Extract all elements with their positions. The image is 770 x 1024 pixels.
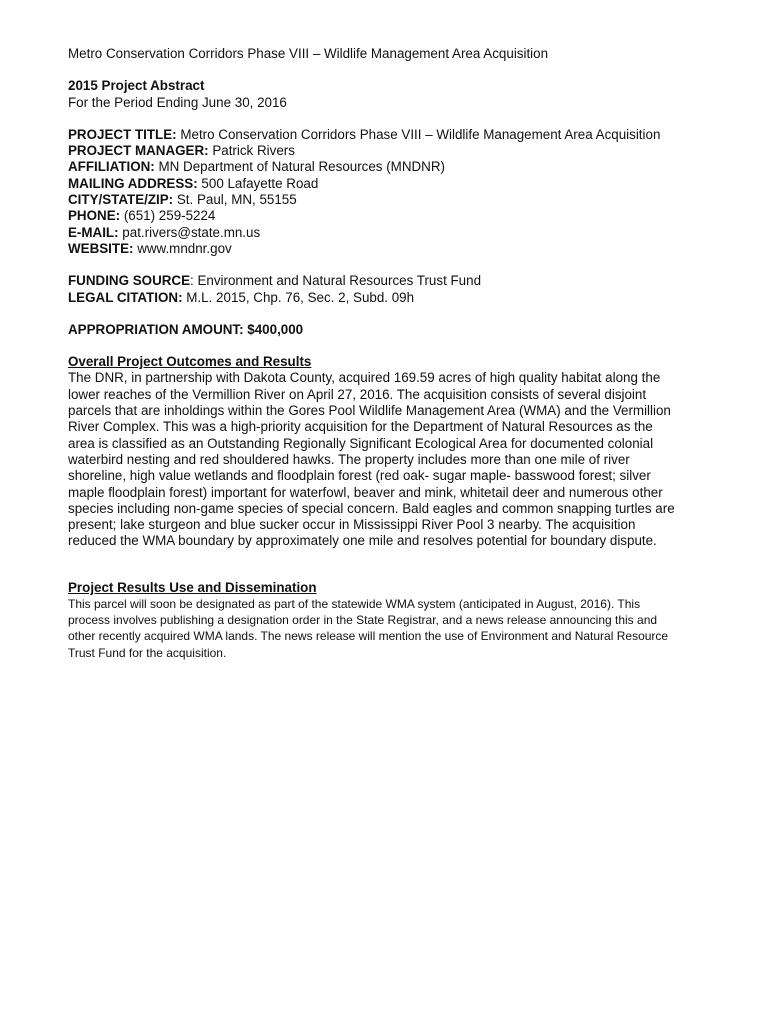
header-line: Metro Conservation Corridors Phase VIII – Wildlife Management Area Acquisition bbox=[68, 46, 549, 61]
legal-citation-field bbox=[68, 290, 708, 306]
field-value: www.mndnr.gov bbox=[133, 240, 232, 256]
outcomes-heading: Overall Project Outcomes and Results bbox=[68, 354, 312, 370]
field-value: MN Department of Natural Resources (MNDNR) bbox=[154, 159, 445, 175]
outcomes-line: present; lake sturgeon and blue sucker occur in Mississippi River Pool 3 nearby. The acquisition bbox=[68, 517, 636, 533]
funding-source-field bbox=[68, 273, 708, 289]
field-label: WEBSITE: bbox=[68, 240, 134, 256]
field-value: Metro Conservation Corridors Phase VIII – Wildlife Management Area Acquisition bbox=[176, 126, 661, 142]
phone-field bbox=[68, 208, 708, 224]
dissemination-section bbox=[68, 580, 708, 661]
field-value: pat.rivers@state.mn.us bbox=[118, 224, 261, 240]
outcomes-line: The DNR, in partnership with Dakota County, acquired 169.59 acres of high quality habitat along the bbox=[68, 370, 661, 386]
field-label: PROJECT TITLE: bbox=[68, 126, 177, 142]
field-label: LEGAL CITATION: bbox=[68, 289, 183, 305]
dissemination-heading: Project Results Use and Dissemination bbox=[68, 579, 317, 595]
outcomes-line: lower reaches of the Vermillion River on April 27, 2016. The acquisition consists of several disjoint bbox=[68, 386, 647, 402]
field-label: E-MAIL: bbox=[68, 224, 119, 240]
field-value: : Environment and Natural Resources Trust Fund bbox=[190, 273, 482, 289]
outcomes-line: shoreline, high value wetlands and floodplain forest (red oak- sugar maple- basswood forest; silver bbox=[68, 468, 651, 484]
outcomes-line: maple floodplain forest) important for waterfowl, beaver and mink, whitetail deer and numerous other bbox=[68, 484, 663, 500]
outcomes-line: waterbird nesting and red shouldered hawks. The property includes more than one mile of river bbox=[68, 451, 630, 467]
field-value: 500 Lafayette Road bbox=[197, 175, 319, 191]
field-value: Patrick Rivers bbox=[208, 143, 295, 159]
dissemination-line: other recently acquired WMA lands. The news release will mention the use of Environment and Natural Resource bbox=[68, 629, 669, 644]
field-value: M.L. 2015, Chp. 76, Sec. 2, Subd. 09h bbox=[182, 289, 415, 305]
website-field bbox=[68, 241, 708, 257]
document-page bbox=[68, 46, 708, 661]
project-title-field bbox=[68, 127, 708, 143]
funding-block bbox=[68, 273, 708, 306]
field-value: (651) 259-5224 bbox=[120, 208, 216, 224]
outcomes-line: reduced the WMA boundary by approximately one mile and resolves potential for boundary dispute. bbox=[68, 533, 657, 549]
project-info-block bbox=[68, 127, 708, 257]
outcomes-line: area is classified as an Outstanding Regionally Significant Ecological Area for documented colonial bbox=[68, 435, 654, 451]
field-label: AFFILIATION: bbox=[68, 159, 155, 175]
email-field bbox=[68, 225, 708, 241]
city-state-zip-field bbox=[68, 192, 708, 208]
dissemination-line: Trust Fund for the acquisition. bbox=[68, 645, 227, 660]
affiliation-field bbox=[68, 159, 708, 175]
appropriation-amount: APPROPRIATION AMOUNT: $400,000 bbox=[68, 321, 304, 337]
dissemination-line: This parcel will soon be designated as part of the statewide WMA system (anticipated in August, 2016). This bbox=[68, 597, 641, 612]
field-label: MAILING ADDRESS: bbox=[68, 175, 198, 191]
outcomes-line: parcels that are inholdings within the Gores Pool Wildlife Management Area (WMA) and the Vermillion bbox=[68, 403, 671, 419]
field-label: PROJECT MANAGER: bbox=[68, 143, 209, 159]
mailing-address-field bbox=[68, 176, 708, 192]
outcomes-line: River Complex. This was a high-priority acquisition for the Department of Natural Resources as the bbox=[68, 419, 653, 435]
outcomes-section bbox=[68, 354, 708, 550]
dissemination-line: process involves publishing a designation order in the State Registrar, and a news release announcing this and bbox=[68, 613, 658, 628]
field-value: St. Paul, MN, 55155 bbox=[173, 192, 297, 208]
field-label: FUNDING SOURCE bbox=[68, 273, 191, 289]
period-line: For the Period Ending June 30, 2016 bbox=[68, 94, 287, 110]
field-label: PHONE: bbox=[68, 208, 121, 224]
abstract-title: 2015 Project Abstract bbox=[68, 78, 205, 94]
field-label: CITY/STATE/ZIP: bbox=[68, 192, 174, 208]
outcomes-line: species including non-game species of special concern. Bald eagles and common snapping turtles are bbox=[68, 500, 675, 516]
project-manager-field bbox=[68, 143, 708, 159]
